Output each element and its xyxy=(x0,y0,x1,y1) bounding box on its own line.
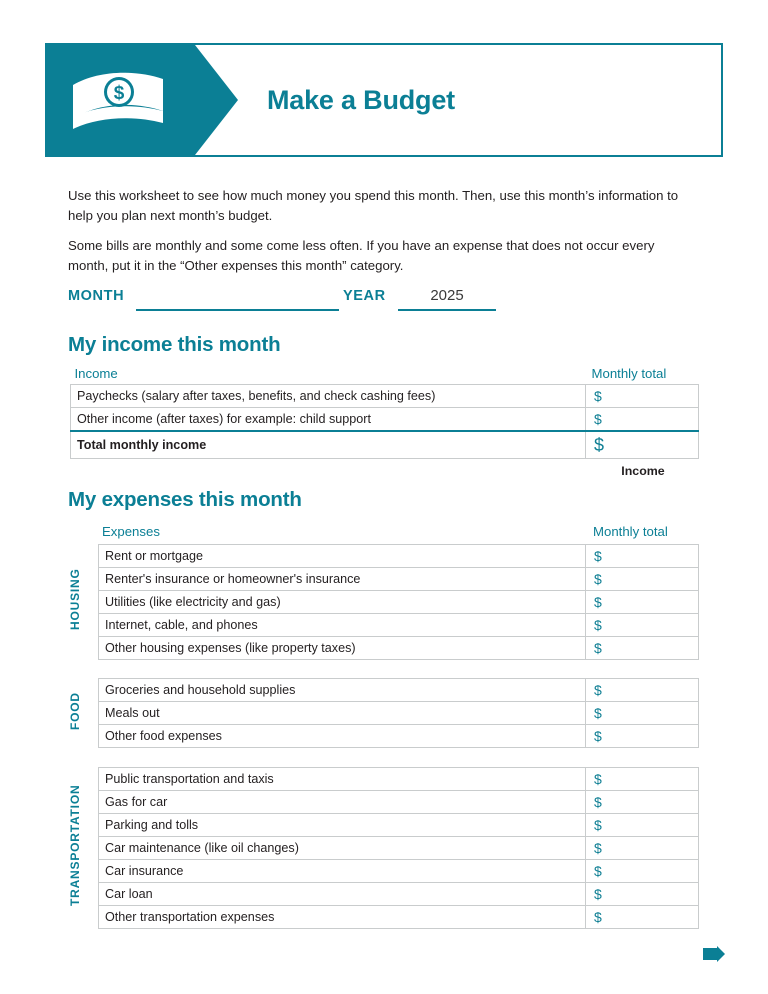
expense-row-description: Groceries and household supplies xyxy=(99,679,586,702)
income-total-row xyxy=(71,431,699,459)
expense-row-description: Other transportation expenses xyxy=(99,906,586,929)
expense-group-label-housing: HOUSING xyxy=(68,568,82,631)
table-row xyxy=(99,725,699,748)
expense-row-description: Meals out xyxy=(99,702,586,725)
expense-row-amount-input[interactable]: $ xyxy=(586,568,699,591)
table-row xyxy=(99,906,699,929)
expense-row-amount-input[interactable]: $ xyxy=(586,906,699,929)
expense-row-description: Renter's insurance or homeowner's insurance xyxy=(99,568,586,591)
income-column-header-amount: Monthly total xyxy=(591,366,667,381)
income-footnote: Income xyxy=(621,464,665,478)
expense-row-amount-input[interactable]: $ xyxy=(586,814,699,837)
expense-row-description: Other food expenses xyxy=(99,725,586,748)
expense-row-description: Car insurance xyxy=(99,860,586,883)
income-total-label: Total monthly income xyxy=(71,431,586,459)
housing-expenses-table xyxy=(98,544,699,660)
table-row xyxy=(99,883,699,906)
year-label: YEAR xyxy=(343,288,386,304)
table-row xyxy=(99,568,699,591)
arrow-right-icon xyxy=(703,946,725,962)
transportation-expenses-table xyxy=(98,767,699,929)
money-bills-icon xyxy=(67,67,175,133)
table-row xyxy=(71,408,699,432)
income-row-amount-input[interactable]: $ xyxy=(586,385,699,408)
expense-row-description: Rent or mortgage xyxy=(99,545,586,568)
expense-row-description: Parking and tolls xyxy=(99,814,586,837)
month-year-row xyxy=(68,288,708,312)
expense-row-amount-input[interactable]: $ xyxy=(586,614,699,637)
year-input-line[interactable] xyxy=(398,309,496,311)
table-row xyxy=(99,614,699,637)
table-row xyxy=(71,385,699,408)
month-label: MONTH xyxy=(68,288,125,304)
expense-row-description: Utilities (like electricity and gas) xyxy=(99,591,586,614)
expense-row-amount-input[interactable]: $ xyxy=(586,791,699,814)
income-row-description: Other income (after taxes) for example: child support xyxy=(71,408,586,432)
table-row xyxy=(99,545,699,568)
expense-row-amount-input[interactable]: $ xyxy=(586,725,699,748)
food-expenses-table xyxy=(98,678,699,748)
expense-row-description: Public transportation and taxis xyxy=(99,768,586,791)
income-section-heading: My income this month xyxy=(68,333,281,356)
table-row xyxy=(99,837,699,860)
table-row xyxy=(99,768,699,791)
expense-row-amount-input[interactable]: $ xyxy=(586,679,699,702)
page-title: Make a Budget xyxy=(267,84,455,115)
expense-group-label-transportation: TRANSPORTATION xyxy=(68,784,82,906)
expenses-column-header-description: Expenses xyxy=(102,524,160,539)
year-value[interactable]: 2025 xyxy=(430,287,464,304)
table-row xyxy=(99,637,699,660)
income-column-header-description: Income xyxy=(74,366,118,381)
income-row-amount-input[interactable]: $ xyxy=(586,408,699,432)
expense-row-description: Car maintenance (like oil changes) xyxy=(99,837,586,860)
table-row xyxy=(99,860,699,883)
table-row xyxy=(99,679,699,702)
header-accent-chevron xyxy=(195,45,238,155)
expense-row-amount-input[interactable]: $ xyxy=(586,545,699,568)
income-table xyxy=(70,366,699,459)
table-row xyxy=(99,791,699,814)
income-table-header-row xyxy=(71,366,699,385)
expense-row-amount-input[interactable]: $ xyxy=(586,702,699,725)
expense-row-description: Car loan xyxy=(99,883,586,906)
expense-row-description: Other housing expenses (like property taxes) xyxy=(99,637,586,660)
intro-paragraph-2: Some bills are monthly and some come less often. If you have an expense that does not occur every month, put it in the “Other expenses this month” category. xyxy=(68,238,655,273)
expense-row-amount-input[interactable]: $ xyxy=(586,591,699,614)
expense-row-amount-input[interactable]: $ xyxy=(586,637,699,660)
table-row xyxy=(99,814,699,837)
expense-row-amount-input[interactable]: $ xyxy=(586,837,699,860)
expenses-column-header-amount: Monthly total xyxy=(593,524,668,539)
table-row xyxy=(99,702,699,725)
expense-row-amount-input[interactable]: $ xyxy=(586,883,699,906)
expense-row-description: Internet, cable, and phones xyxy=(99,614,586,637)
expenses-section-heading: My expenses this month xyxy=(68,488,302,511)
expense-row-description: Gas for car xyxy=(99,791,586,814)
expense-group-label-food: FOOD xyxy=(68,692,82,731)
intro-paragraph-1: Use this worksheet to see how much money you spend this month. Then, use this month’s information to help you plan next month’s budget. xyxy=(68,188,679,223)
income-total-amount-input[interactable]: $ xyxy=(586,431,699,459)
expense-row-amount-input[interactable]: $ xyxy=(586,860,699,883)
page-header-banner xyxy=(45,43,723,157)
svg-text:$: $ xyxy=(113,83,125,104)
table-row xyxy=(99,591,699,614)
month-input-line[interactable] xyxy=(136,309,339,311)
income-row-description: Paychecks (salary after taxes, benefits, and check cashing fees) xyxy=(71,385,586,408)
expense-row-amount-input[interactable]: $ xyxy=(586,768,699,791)
